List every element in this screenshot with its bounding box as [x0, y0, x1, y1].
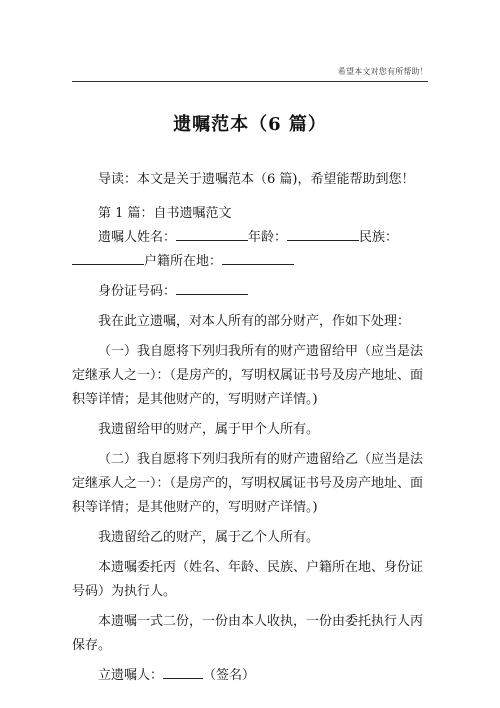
form-line-1	[72, 226, 428, 250]
form-line-2	[72, 250, 428, 274]
section-heading: 第 1 篇：自书遗嘱范文	[98, 206, 232, 221]
signature-blank	[163, 666, 203, 679]
document-body	[72, 168, 428, 688]
header-divider	[72, 81, 428, 82]
id-blank	[176, 282, 248, 295]
paragraph-3: 我遗留给甲的财产，属于甲个人所有。	[98, 422, 320, 437]
name-blank	[176, 228, 248, 241]
domicile-blank	[222, 252, 294, 265]
paragraph-7: 本遗嘱一式二份，一份由本人收执，一份由委托执行人丙保存。	[72, 614, 424, 653]
signature-suffix: （签名）	[203, 668, 256, 683]
paragraph-5: 我遗留给乙的财产，属于乙个人所有。	[98, 530, 320, 545]
id-label: 身份证号码：	[98, 284, 177, 299]
paragraph-2: （一）我自愿将下列归我所有的财产遗留给甲（应当是法定继承人之一）：（是房产的，写明权属证书号及房产地址、面积等详情；是其他财产的，写明财产详情。)	[72, 344, 424, 407]
paragraph-4: （二）我自愿将下列归我所有的财产遗留给乙（应当是法定继承人之一）：（是房产的，写明权属证书号及房产地址、面积等详情；是其他财产的，写明财产详情。)	[72, 452, 424, 515]
domicile-label: 户籍所在地：	[144, 254, 223, 269]
intro-paragraph: 导读：本文是关于遗嘱范本（6 篇)，希望能帮助到您！	[98, 172, 415, 187]
header-note: 希望本文对您有所帮助！	[337, 67, 428, 76]
document-title: 遗嘱范本（6 篇）	[173, 114, 327, 135]
age-blank	[287, 228, 359, 241]
signature-label: 立遗嘱人：	[98, 668, 164, 683]
paragraph-1: 我在此立遗嘱，对本人所有的部分财产，作如下处理：	[98, 314, 411, 329]
signature-line	[72, 664, 428, 688]
ethnicity-label: 民族：	[359, 230, 399, 245]
name-label: 遗嘱人姓名：	[98, 230, 177, 245]
ethnicity-blank	[72, 252, 144, 265]
form-line-3	[72, 280, 428, 304]
age-label: 年龄：	[248, 230, 288, 245]
paragraph-6: 本遗嘱委托丙（姓名、年龄、民族、户籍所在地、身份证号码）为执行人。	[72, 560, 424, 599]
